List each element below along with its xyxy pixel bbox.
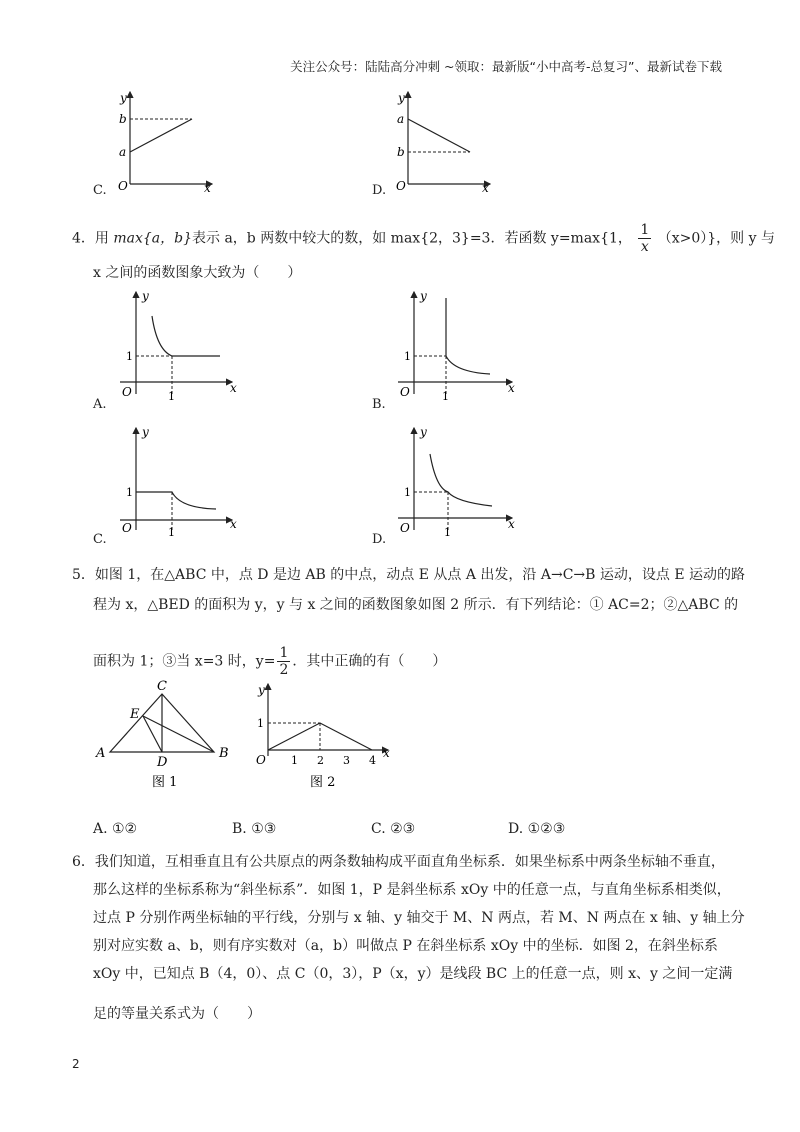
- q6-line4: 别对应实数 a、b，则有序实数对（a，b）叫做点 P 在斜坐标系 xOy 中的坐标．如图 2，在斜坐标系: [93, 938, 718, 954]
- svg-text:O: O: [122, 385, 132, 399]
- svg-text:x: x: [482, 181, 489, 195]
- svg-text:y: y: [258, 683, 265, 697]
- q4-option-c-label: C.: [93, 532, 107, 547]
- q5-option-c: C. ②③: [371, 821, 416, 837]
- q5-line1: 5．如图 1，在△ABC 中，点 D 是边 AB 的中点，动点 E 从点 A 出发，沿 A→C→B 运动，设点 E 运动的路: [72, 567, 745, 583]
- svg-text:x: x: [230, 381, 237, 395]
- svg-text:x: x: [230, 517, 237, 531]
- q4-option-b-label: B.: [372, 397, 386, 412]
- svg-text:O: O: [400, 385, 410, 399]
- svg-text:1: 1: [442, 390, 449, 403]
- figure-1-caption: 图 1: [152, 775, 178, 790]
- q4-graph-c: [112, 424, 242, 542]
- a-label: a: [119, 145, 127, 159]
- page-number: 2: [72, 1057, 80, 1071]
- svg-text:1: 1: [168, 390, 175, 403]
- q6-line3: 过点 P 分别作两坐标轴的平行线，分别与 x 轴、y 轴交于 M、N 两点，若 M、N 两点在 x 轴、y 轴上分: [93, 910, 745, 926]
- q5-line2: 程为 x，△BED 的面积为 y，y 与 x 之间的函数图象如图 2 所示．有下列结论：① AC=2；②△ABC 的: [93, 597, 739, 613]
- origin-label: O: [118, 179, 128, 193]
- svg-text:x: x: [508, 381, 515, 395]
- svg-text:1: 1: [126, 486, 133, 499]
- svg-text:x: x: [383, 746, 390, 760]
- q4-graph-d: [390, 424, 520, 542]
- svg-text:y: y: [142, 425, 149, 439]
- svg-text:2: 2: [317, 754, 324, 767]
- q4-fraction: $\frac{1}{x}$: [640, 222, 650, 255]
- svg-text:B: B: [219, 746, 229, 761]
- q6-line2: 那么这样的坐标系称为“斜坐标系”．如图 1，P 是斜坐标系 xOy 中的任意一点，与直角坐标系相类似，: [93, 882, 731, 898]
- svg-text:4: 4: [369, 754, 376, 767]
- svg-text:A: A: [96, 746, 106, 761]
- svg-text:O: O: [122, 521, 132, 535]
- y-label: y: [120, 91, 127, 105]
- svg-text:y: y: [420, 289, 427, 303]
- svg-text:y: y: [420, 425, 427, 439]
- page-header: 关注公众号：陆陆高分冲刺 ~领取：最新版“小中高考-总复习”、最新试卷下载: [290, 59, 722, 74]
- svg-text:a: a: [397, 112, 405, 126]
- svg-text:b: b: [397, 145, 405, 159]
- svg-text:y: y: [398, 91, 405, 105]
- svg-text:1: 1: [404, 350, 411, 363]
- q6-line6: 足的等量关系式为（ ）: [93, 1006, 261, 1022]
- svg-text:1: 1: [126, 350, 133, 363]
- q4-graph-b: [390, 288, 520, 406]
- svg-text:1: 1: [404, 486, 411, 499]
- q5-line3: 面积为 1；③当 x=3 时，y= $\frac{1}{2}$ ．其中正确的有（ ）: [93, 645, 447, 678]
- figure-2-caption: 图 2: [310, 775, 336, 790]
- q4-line2: x 之间的函数图象大致为（ ）: [93, 265, 302, 281]
- q5-fraction: $\frac{1}{2}$: [279, 645, 289, 678]
- q4-option-d-label: D.: [372, 532, 387, 547]
- svg-text:O: O: [396, 179, 406, 193]
- q5-figure-1: [88, 680, 248, 792]
- svg-text:x: x: [508, 517, 515, 531]
- b-label: b: [119, 112, 127, 126]
- q5-option-b: B. ①③: [232, 821, 277, 837]
- x-label: x: [204, 181, 211, 195]
- svg-text:O: O: [400, 521, 410, 535]
- q3-option-c-label: C.: [93, 183, 107, 198]
- svg-text:1: 1: [444, 526, 451, 539]
- q6-line5: xOy 中，已知点 B（4，0）、点 C（0，3），P（x，y）是线段 BC 上的任意一点，则 x、y 之间一定满: [93, 966, 733, 982]
- q5-figure-2: [250, 680, 400, 792]
- graph-line: [130, 119, 192, 152]
- svg-text:y: y: [142, 289, 149, 303]
- svg-text:D: D: [157, 755, 168, 770]
- svg-text:E: E: [130, 707, 140, 722]
- q6-line1: 6．我们知道，互相垂直且有公共原点的两条数轴构成平面直角坐标系．如果坐标系中两条坐标轴不垂直，: [72, 854, 725, 870]
- q5-option-d: D. ①②③: [508, 821, 566, 837]
- svg-text:C: C: [157, 680, 167, 694]
- q3-graph-d: [386, 88, 496, 196]
- q4-graph-a: [112, 288, 242, 406]
- q3-option-d-label: D.: [372, 183, 387, 198]
- svg-text:1: 1: [257, 717, 264, 730]
- q3-graph-c: [108, 88, 218, 196]
- svg-text:3: 3: [343, 754, 350, 767]
- q4-option-a-label: A.: [93, 397, 107, 412]
- svg-text:O: O: [256, 753, 266, 767]
- svg-text:1: 1: [168, 526, 175, 539]
- svg-text:1: 1: [291, 754, 298, 767]
- q5-option-a: A. ①②: [93, 821, 138, 837]
- q4-line1: 4．用 max{a，b}表示 a，b 两数中较大的数，如 max{2，3}=3．若函数 y=max{1， $\frac{1}{x}$ （x>0）}，则 y 与: [72, 222, 775, 255]
